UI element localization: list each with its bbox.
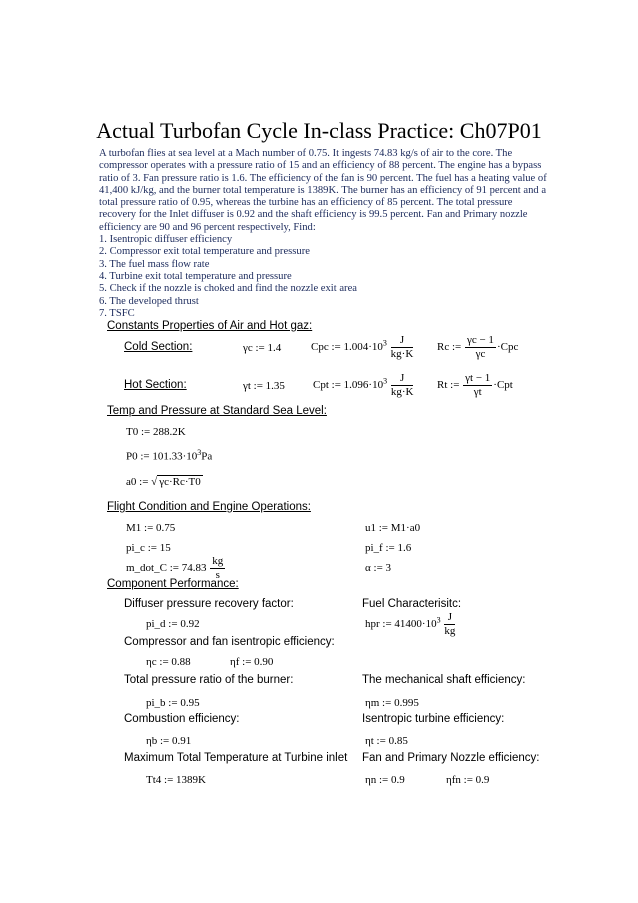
hpr-exponent: 3 <box>436 615 441 625</box>
pi-b-def: pi_b := 0.95 <box>146 697 200 709</box>
eta-fn-def: ηfn := 0.9 <box>446 774 490 786</box>
task-list <box>99 234 549 320</box>
task-item: 6. The developed thrust <box>99 295 199 307</box>
m1-def: M1 := 0.75 <box>126 522 176 534</box>
u1-def: u1 := M1·a0 <box>365 522 421 534</box>
task-item: 2. Compressor exit total temperature and pressure <box>99 246 310 258</box>
rt-def <box>437 372 513 399</box>
turbine-label: Isentropic turbine efficiency: <box>362 713 505 725</box>
mdot-numerator: kg <box>212 555 224 567</box>
p0-def <box>126 448 212 463</box>
problem-statement <box>99 148 549 320</box>
task-item: 5. Check if the nozzle is choked and find the nozzle exit area <box>99 283 357 295</box>
rc-fraction <box>465 334 496 361</box>
pi-f-def: pi_f := 1.6 <box>365 542 412 554</box>
constants-heading: Constants Properties of Air and Hot gaz: <box>107 320 313 332</box>
t0-def: T0 := 288.2K <box>126 426 186 438</box>
burner-pr-label: Total pressure ratio of the burner: <box>124 674 294 686</box>
unit-denominator: kg·K <box>390 386 414 398</box>
diffuser-label: Diffuser pressure recovery factor: <box>124 598 294 610</box>
unit-denominator: kg·K <box>390 348 414 360</box>
p0-exponent: 3 <box>197 448 202 457</box>
page-title: Actual Turbofan Cycle In-class Practice: Ch07P01 <box>96 118 542 143</box>
p0-lhs: P0 := 101.33·10 <box>126 450 198 463</box>
rc-numerator: γc − 1 <box>466 334 494 346</box>
fuel-label: Fuel Characterisitc: <box>362 598 462 610</box>
unit-numerator: J <box>391 372 414 386</box>
a0-lhs: a0 := <box>126 476 149 488</box>
task-item: 7. TSFC <box>99 307 135 319</box>
tt4-label: Maximum Total Temperature at Turbine inlet <box>124 752 348 764</box>
task-item: 4. Turbine exit total temperature and pressure <box>99 270 292 282</box>
hpr-denominator: kg <box>444 625 456 637</box>
cpt-exponent: 3 <box>383 376 388 386</box>
task-item: 1. Isentropic diffuser efficiency <box>99 234 233 246</box>
cpt-def <box>313 372 414 399</box>
p0-unit: Pa <box>201 450 213 463</box>
shaft-label: The mechanical shaft efficiency: <box>362 674 526 686</box>
a0-def <box>126 476 203 488</box>
cpt-unit <box>391 372 414 399</box>
rt-tail: ·Cpt <box>493 379 513 392</box>
rc-lhs: Rc := <box>437 341 462 354</box>
eta-n-def: ηn := 0.9 <box>365 774 405 786</box>
eta-t-def: ηt := 0.85 <box>365 735 408 747</box>
tt4-def: Tt4 := 1389K <box>146 774 206 786</box>
cpc-exponent: 3 <box>382 338 387 348</box>
eta-b-def: ηb := 0.91 <box>146 735 192 747</box>
hot-section-label: Hot Section: <box>124 379 187 391</box>
rt-numerator: γt − 1 <box>465 372 491 384</box>
hpr-def <box>365 611 456 638</box>
gamma-t-def: γt := 1.35 <box>243 380 285 392</box>
cpc-unit <box>391 334 414 361</box>
hpr-unit <box>444 611 455 638</box>
nozzle-label: Fan and Primary Nozzle efficiency: <box>362 752 540 764</box>
pi-c-def: pi_c := 15 <box>126 542 171 554</box>
hpr-lhs: hpr := 41400·10 <box>365 618 437 631</box>
cpt-lhs: Cpt := 1.096·10 <box>313 379 384 392</box>
hpr-numerator: J <box>444 611 455 625</box>
rc-denominator: γc <box>475 348 486 360</box>
eta-f-def: ηf := 0.90 <box>230 656 274 668</box>
comp-fan-label: Compressor and fan isentropic efficiency: <box>124 636 335 648</box>
mdot-lhs: m_dot_C := 74.83 <box>126 562 207 575</box>
cpc-lhs: Cpc := 1.004·10 <box>311 341 383 354</box>
alpha-def: α := 3 <box>365 562 392 574</box>
problem-text: A turbofan flies at sea level at a Mach number of 0.75. It ingests 74.83 kg/s of air to the core. The compressor operates with a pressure ratio of 15 and an efficiency of 88 percent. The engine has a bypass ratio of 3. Fan pressure ratio is 1.6. The efficiency of the fan is 90 percent. The fuel has a heating value of 41,400 kJ/kg, and the burner total temperature is 1389K. The burner has an efficiency of 91 percent and a total pressure ratio of 0.95, whereas the turbine has an efficiency of 85 percent. The total pressure recovery for the Inlet diffuser is 0.92 and the shaft efficiency is 99.5 percent. Fan and Primary nozzle efficiency are 90 and 96 percent respectively, Find: <box>99 148 547 233</box>
rt-fraction <box>463 372 492 399</box>
a0-radicand: γc·Rc·T0 <box>159 476 201 488</box>
cold-section-label: Cold Section: <box>124 341 193 353</box>
combustion-label: Combustion efficiency: <box>124 713 240 725</box>
rt-lhs: Rt := <box>437 379 460 392</box>
task-item: 3. The fuel mass flow rate <box>99 258 210 270</box>
sea-level-heading: Temp and Pressure at Standard Sea Level: <box>107 405 327 417</box>
eta-c-def: ηc := 0.88 <box>146 656 191 668</box>
flight-heading: Flight Condition and Engine Operations: <box>107 501 311 513</box>
mdot-denominator: s <box>215 569 220 581</box>
unit-numerator: J <box>391 334 414 348</box>
rc-tail: ·Cpc <box>496 341 519 354</box>
cpc-def <box>311 334 414 361</box>
gamma-c-def: γc := 1.4 <box>243 342 282 354</box>
sqrt-icon: √ <box>151 476 158 488</box>
eta-m-def: ηm := 0.995 <box>365 697 419 709</box>
rt-denominator: γt <box>473 386 482 398</box>
pi-d-def: pi_d := 0.92 <box>146 618 200 630</box>
rc-def <box>437 334 518 361</box>
component-heading: Component Performance: <box>107 578 239 590</box>
